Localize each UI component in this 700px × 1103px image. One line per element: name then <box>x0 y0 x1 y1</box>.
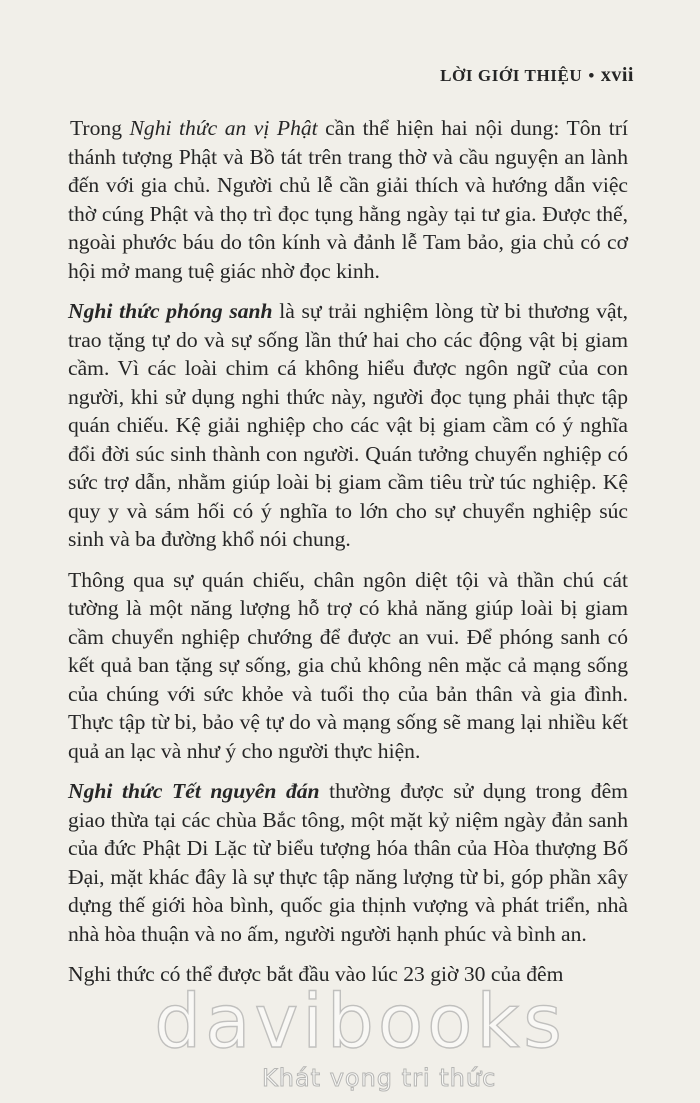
paragraph-text: Thông qua sự quán chiếu, chân ngôn diệt tội và thần chú cát tường là một năng lượng hỗ trợ có khả năng giúp loài bị giam cầm chuyển nghiệp chướng để được an vui. Để phóng sanh có kết quả ban tặng sự sống, gia chủ không nên mặc cả mạng sống của chúng với sức khỏe và tuổi thọ của bản thân và gia đình. Thực tập từ bi, bảo vệ tự do và mạng sống sẽ mang lại nhiều kết quả an lạc và như ý cho người thực hiện. <box>68 567 628 763</box>
paragraph-text: Nghi thức có thể được bắt đầu vào lúc 23 giờ 30 của đêm <box>68 962 564 986</box>
paragraph-text: thường được sử dụng trong đêm giao thừa tại các chùa Bắc tông, một mặt kỷ niệm ngày đản sanh của đức Phật Di Lặc từ biểu tượng hóa thân của Hòa thượng Bố Đại, mặt khác đây là sự thực tập năng lượng từ bi, góp phần xây dựng thế giới hòa bình, quốc gia thịnh vượng và phát triển, nhà nhà hòa thuận và no ấm, người người hạnh phúc và bình an. <box>68 779 628 946</box>
ritual-title-phong-sanh: Nghi thức phóng sanh <box>68 299 273 323</box>
watermark-logo: davibooks <box>154 979 566 1065</box>
chapter-title: LỜI GIỚI THIỆU <box>440 66 583 85</box>
ritual-title-tet-nguyen-dan: Nghi thức Tết nguyên đán <box>68 779 320 803</box>
paragraph-an-vi-phat <box>68 114 628 285</box>
body-text <box>68 114 628 1001</box>
paragraph-text: là sự trải nghiệm lòng từ bi thương vật, trao tặng tự do và sự sống lần thứ hai cho các động vật bị giam cầm. Vì các loài chim cá không hiểu được ngôn ngữ của con người, khi sử dụng nghi thức này, người đọc tụng phải thực tập quán chiếu. Kệ giải nghiệp cho các vật bị giam cầm có ý nghĩa đổi đời súc sinh thành con người. Quán tưởng chuyển nghiệp có sức trợ dẫn, nhằm giúp loài bị giam cầm tiêu trừ túc nghiệp. Kệ quy y và sám hối có ý nghĩa to lớn cho sự chuyển nghiệp súc sinh và ba đường khổ nói chung. <box>68 299 628 551</box>
paragraph-tet-nguyen-dan <box>68 777 628 948</box>
page-number: xvii <box>600 64 634 86</box>
paragraph-text: cần thể hiện hai nội dung: Tôn trí thánh tượng Phật và Bồ tát trên trang thờ và cầu nguyện an lành đến với gia chủ. Người chủ lễ cần giải thích và hướng dẫn việc thờ cúng Phật và thọ trì đọc tụng hằng ngày tại tư gia. Được thế, ngoài phước báu do tôn kính và đảnh lễ Tam bảo, gia chủ có cơ hội mở mang tuệ giác nhờ đọc kinh. <box>68 116 628 283</box>
watermark-tagline: Khát vọng tri thức <box>262 1064 497 1092</box>
paragraph-phong-sanh <box>68 297 628 554</box>
paragraph-quan-chieu <box>68 566 628 766</box>
running-header <box>440 64 634 87</box>
ritual-title-an-vi-phat: Nghi thức an vị Phật <box>129 116 318 140</box>
header-separator: • <box>588 66 595 85</box>
paragraph-lead: Trong <box>70 116 130 140</box>
